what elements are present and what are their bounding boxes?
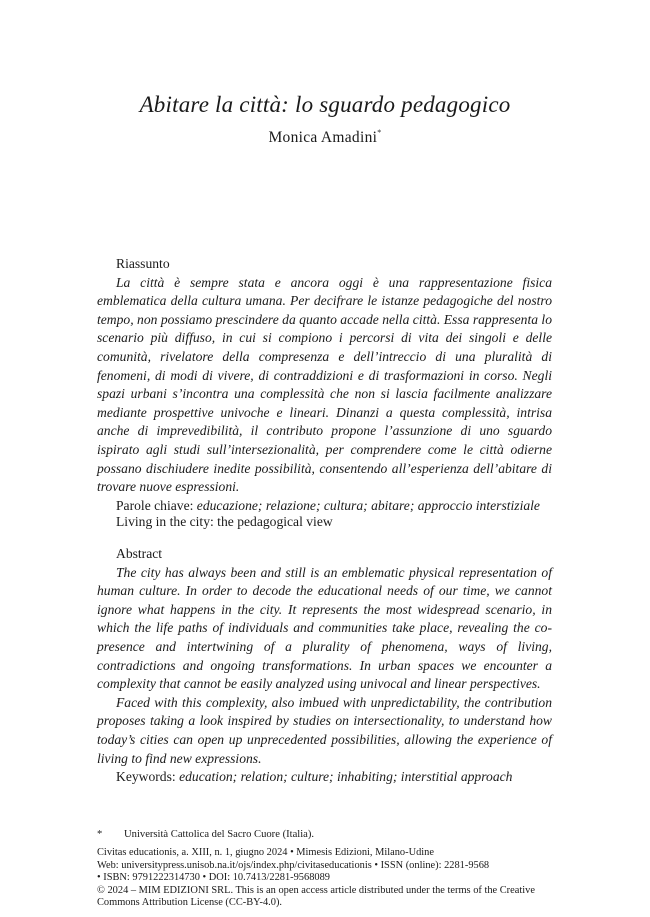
affiliation-footnote: [97, 829, 552, 840]
abstract-paragraph-1: The city has always been and still is an emblematic physical representation of human culture. In order to decode the educational needs of our time, we cannot ignore what happens in the city. It represents the most widespread scenario, in which the life paths of individuals and communities take place, revealing the co-presence and intertwining of a plurality of phenomena, ways of living, contradictions and ongoing transformations. In urban spaces we encounter a complexity that cannot be easily analyzed using univocal and linear perspectives.: [97, 564, 552, 692]
footnote-mark: *: [97, 829, 103, 840]
riassunto-heading: Riassunto: [116, 256, 170, 271]
journal-info-line-2: Web: universitypress.unisob.na.it/ojs/index.php/civitaseducationis • ISSN (online): 2281-9568: [97, 859, 490, 871]
author-name: Monica Amadini: [268, 129, 378, 146]
journal-info: [97, 847, 552, 910]
journal-info-line-1: Civitas educationis, a. XIII, n. 1, giugno 2024 • Mimesis Edizioni, Milano-Udine: [97, 847, 434, 858]
author-line: [0, 128, 650, 147]
journal-info-line-4: © 2024 – MIM EDIZIONI SRL. This is an open access article distributed under the terms of the Creative Commons Attribution License (CC-BY-4.0).: [97, 884, 535, 909]
article-title: Abitare la città: lo sguardo pedagogico: [139, 92, 511, 117]
journal-info-line-3: • ISBN: 9791222314730 • DOI: 10.7413/2281-9568089: [97, 872, 330, 884]
english-title: Living in the city: the pedagogical view: [116, 514, 333, 529]
abstract-section: [97, 545, 552, 787]
riassunto-text: La città è sempre stata e ancora oggi è una rappresentazione fisica emblematica della cultura umana. Per decifrare le istanze pedagogiche del nostro tempo, non possiamo prescindere da quanto accade nella città. Essa rappresenta lo scenario più diffuso, in cui si compiono i percorsi di vita dei singoli e delle comunità, rivelatore della compresenza e dell’intreccio di una pluralità di fenomeni, di modi di vivere, di contraddizioni e di trasformazioni in corso. Negli spazi urbani s’incontra una complessità che non si lascia facilmente analizzare mediante prospettive univoche e lineari. Dinanzi a questa complessità, intrisa anche di imprevedibilità, il contributo propone l’assunzione di uno sguardo ispirato agli studi sull’intersezionalità, per comprendere come le città odierne possano dischiudere inedite possibilità, consentendo all’esperienza dell’abitare di trovare nuove espressioni.: [97, 274, 552, 495]
abstract-keywords-list: education; relation; culture; inhabiting; interstitial approach: [179, 769, 513, 785]
english-title-section: [97, 513, 552, 532]
abstract-keywords-label: Keywords:: [116, 769, 176, 785]
abstract-paragraph-2: Faced with this complexity, also imbued with unpredictability, the contribution proposes taking a look inspired by studies on intersectionality, to understand how today’s cities can open up unprecedented possibilities, allowing the experience of living to find new expressions.: [97, 694, 552, 766]
riassunto-section: [97, 255, 552, 515]
footnote-text: Università Cattolica del Sacro Cuore (Italia).: [124, 829, 315, 840]
riassunto-keywords-label: Parole chiave:: [116, 497, 194, 513]
abstract-keywords: [97, 768, 552, 787]
riassunto-keywords-list: educazione; relazione; cultura; abitare; approccio interstiziale: [196, 497, 540, 513]
abstract-heading: Abstract: [116, 546, 163, 561]
author-footnote-mark: *: [377, 128, 382, 137]
